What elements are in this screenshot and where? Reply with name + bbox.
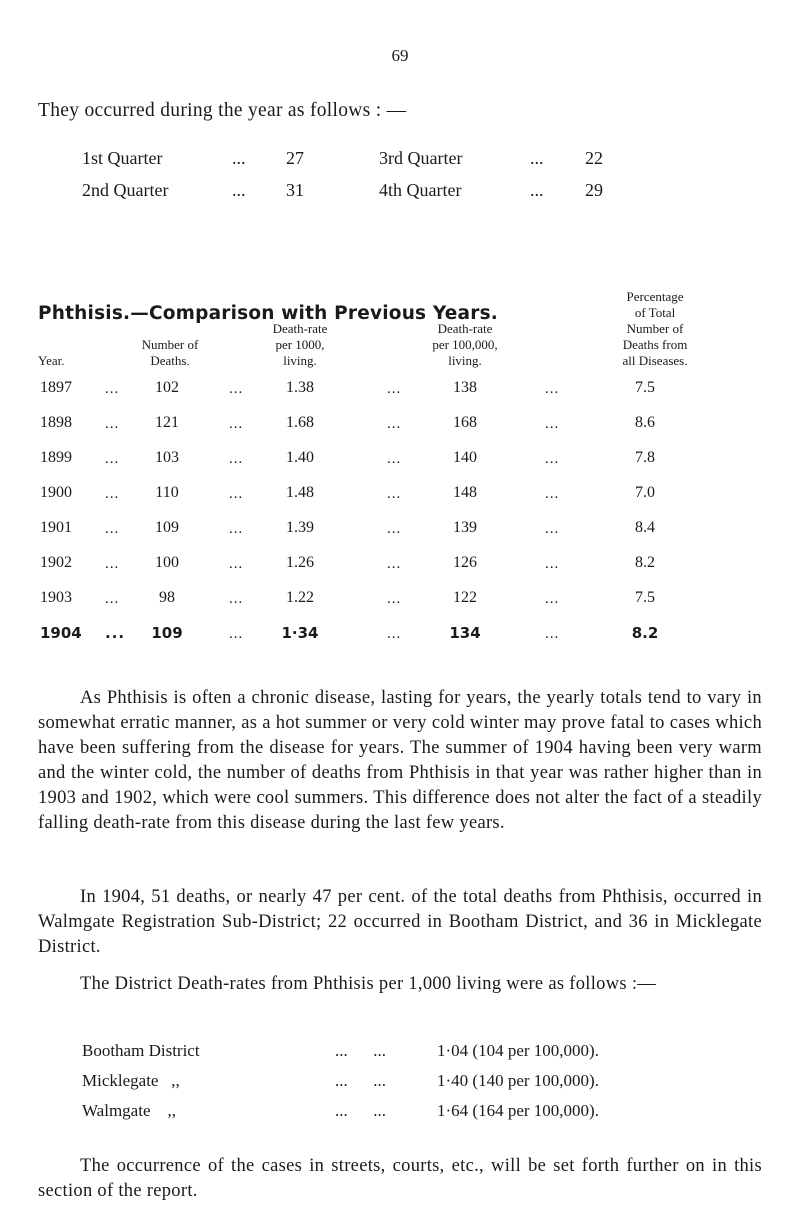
- row-percentage: 8.4: [635, 519, 655, 536]
- quarter-4-value: 29: [585, 180, 603, 200]
- row-dots: ...: [545, 486, 560, 502]
- row-year: 1902: [40, 554, 72, 571]
- row-deaths: 102: [155, 379, 179, 396]
- row-dots: ...: [229, 521, 244, 537]
- row-year: 1899: [40, 449, 72, 466]
- row-dots: ...: [387, 486, 402, 502]
- row-rate-100000: 148: [453, 484, 477, 501]
- row-deaths: 110: [155, 484, 179, 501]
- row-percentage: 7.5: [635, 379, 655, 396]
- row-dots: ...: [387, 626, 402, 642]
- quarter-2-label: 2nd Quarter: [82, 180, 169, 200]
- district-name: Micklegate ,,: [82, 1071, 180, 1090]
- row-year: 1901: [40, 519, 72, 536]
- row-rate-100000: 168: [453, 414, 477, 431]
- row-deaths: 98: [159, 589, 175, 606]
- row-rate-1000: 1.48: [286, 484, 314, 501]
- row-deaths: 109: [155, 519, 179, 536]
- row-rate-100000: 139: [453, 519, 477, 536]
- paragraph-1: As Phthisis is often a chronic disease, lasting for years, the yearly totals tend to vary in somewhat erratic manner, as a hot summer or very cold winter may prove fatal to cases which have been suffering from the disease for years. The summer of 1904 having been very warm and the winter cold, the number of deaths from Phthisis in that year was rather higher than in 1903 and 1902, which were cool summers. This difference does not alter the fact of a steadily falling death-rate from this disease during the last few years.: [38, 688, 762, 833]
- district-rate: 1·04 (104 per 100,000).: [437, 1041, 599, 1060]
- row-dots: ...: [105, 521, 120, 537]
- row-dots: ...: [229, 416, 244, 432]
- row-dots: ...: [387, 556, 402, 572]
- intro-line: They occurred during the year as follows : —: [38, 100, 407, 121]
- row-deaths: 121: [155, 414, 179, 431]
- row-percentage: 8.2: [631, 624, 659, 642]
- row-rate-100000: 122: [453, 589, 477, 606]
- row-rate-1000: 1.39: [286, 519, 314, 536]
- paragraph-2: In 1904, 51 deaths, or nearly 47 per cent. of the total deaths from Phthisis, occurred in Walmgate Registration Sub-District; 22 occurred in Bootham District, and 36 in Micklegate District.: [38, 887, 762, 957]
- row-dots: ...: [545, 416, 560, 432]
- row-dots: ...: [105, 556, 120, 572]
- row-dots: ...: [229, 591, 244, 607]
- quarter-3-dots: ...: [530, 148, 544, 168]
- row-percentage: 8.2: [635, 554, 655, 571]
- quarter-4-dots: ...: [530, 180, 544, 200]
- district-name: Bootham District: [82, 1041, 200, 1060]
- row-dots: ...: [545, 521, 560, 537]
- row-dots: ...: [229, 486, 244, 502]
- section-heading: Phthisis.—Comparison with Previous Years.: [38, 303, 499, 324]
- row-rate-1000: 1.22: [286, 589, 314, 606]
- district-dots: ... ...: [335, 1041, 386, 1060]
- row-rate-1000: 1.40: [286, 449, 314, 466]
- row-rate-100000: 140: [453, 449, 477, 466]
- row-dots: ...: [105, 624, 126, 642]
- district-dots: ... ...: [335, 1071, 386, 1090]
- quarter-2-value: 31: [286, 180, 304, 200]
- row-rate-100000: 126: [453, 554, 477, 571]
- row-year: 1897: [40, 379, 72, 396]
- row-dots: ...: [105, 416, 120, 432]
- row-dots: ...: [387, 381, 402, 397]
- row-dots: ...: [545, 556, 560, 572]
- row-dots: ...: [105, 591, 120, 607]
- row-dots: ...: [229, 556, 244, 572]
- row-percentage: 7.5: [635, 589, 655, 606]
- quarter-1-value: 27: [286, 148, 304, 168]
- paragraph-4: The occurrence of the cases in streets, courts, etc., will be set forth further on in this section of the report.: [38, 1156, 762, 1201]
- row-dots: ...: [545, 451, 560, 467]
- row-rate-1000: 1.68: [286, 414, 314, 431]
- row-dots: ...: [545, 381, 560, 397]
- quarter-3-label: 3rd Quarter: [379, 148, 463, 168]
- row-rate-1000: 1.26: [286, 554, 314, 571]
- district-rate: 1·40 (140 per 100,000).: [437, 1071, 599, 1090]
- row-dots: ...: [105, 451, 120, 467]
- quarter-3-value: 22: [585, 148, 603, 168]
- district-name: Walmgate ,,: [82, 1101, 176, 1120]
- row-deaths: 103: [155, 449, 179, 466]
- row-year: 1898: [40, 414, 72, 431]
- row-rate-100000: 134: [449, 624, 481, 642]
- row-rate-100000: 138: [453, 379, 477, 396]
- paragraph-3: The District Death-rates from Phthisis per 1,000 living were as follows :—: [80, 974, 657, 994]
- row-rate-1000: 1.38: [286, 379, 314, 396]
- row-dots: ...: [229, 451, 244, 467]
- header-year: Year.: [38, 353, 65, 368]
- district-rate: 1·64 (164 per 100,000).: [437, 1101, 599, 1120]
- row-dots: ...: [105, 381, 120, 397]
- quarter-2-dots: ...: [232, 180, 246, 200]
- row-dots: ...: [387, 451, 402, 467]
- row-dots: ...: [229, 626, 244, 642]
- row-deaths: 100: [155, 554, 179, 571]
- row-dots: ...: [387, 521, 402, 537]
- row-rate-1000: 1·34: [281, 624, 319, 642]
- row-year: 1904: [40, 624, 82, 642]
- row-percentage: 7.0: [635, 484, 655, 501]
- page-number: 69: [391, 46, 409, 65]
- row-dots: ...: [387, 591, 402, 607]
- row-percentage: 7.8: [635, 449, 655, 466]
- quarter-4-label: 4th Quarter: [379, 180, 462, 200]
- district-dots: ... ...: [335, 1101, 386, 1120]
- header-rate-100000: Death-rate per 100,000, living.: [432, 321, 498, 368]
- row-dots: ...: [545, 591, 560, 607]
- row-year: 1900: [40, 484, 72, 501]
- row-percentage: 8.6: [635, 414, 655, 431]
- quarter-1-dots: ...: [232, 148, 246, 168]
- header-percentage: Percentage of Total Number of Deaths from all Diseases.: [622, 289, 688, 368]
- row-dots: ...: [229, 381, 244, 397]
- header-rate-1000: Death-rate per 1000, living.: [272, 321, 328, 368]
- row-year: 1903: [40, 589, 72, 606]
- row-deaths: 109: [151, 624, 183, 642]
- quarter-1-label: 1st Quarter: [82, 148, 163, 168]
- row-dots: ...: [387, 416, 402, 432]
- header-deaths: Number of Deaths.: [141, 337, 199, 368]
- row-dots: ...: [545, 626, 560, 642]
- row-dots: ...: [105, 486, 120, 502]
